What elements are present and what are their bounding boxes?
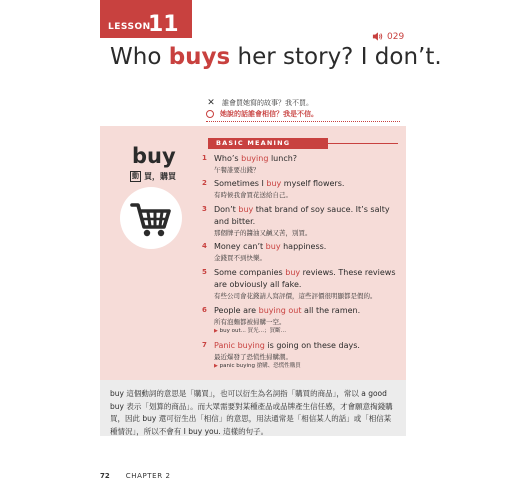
triangle-icon: ▶ xyxy=(214,328,218,334)
shopping-cart-icon xyxy=(120,187,182,249)
sentence-part: Sometimes I xyxy=(214,179,267,188)
sentence-keyword: buy xyxy=(265,242,281,251)
example-6 xyxy=(202,305,402,336)
example-translation: 金錢買不到快樂。 xyxy=(214,254,266,262)
basic-meaning-badge: BASIC MEANING xyxy=(208,138,328,149)
sentence-part: happiness. xyxy=(280,242,327,251)
sentence-part: myself flowers. xyxy=(281,179,345,188)
example-2 xyxy=(202,178,402,200)
sentence-part: Money can’t xyxy=(214,242,266,251)
headline-after: her story? I don’t. xyxy=(230,44,442,70)
sentence-keyword: buy xyxy=(238,205,254,214)
lesson-headline xyxy=(110,44,442,70)
headline-before: Who xyxy=(110,44,169,70)
example-sentence xyxy=(214,178,402,190)
example-sentence xyxy=(214,305,402,317)
example-7 xyxy=(202,340,402,371)
cross-icon: ✕ xyxy=(207,98,215,108)
vocab-panel xyxy=(100,126,406,380)
sentence-part: Some companies xyxy=(214,268,286,277)
pos-badge: 動 xyxy=(132,172,139,180)
example-4 xyxy=(202,241,402,263)
sentence-keyword: Panic buying xyxy=(214,341,265,350)
usage-note-text: buy out... 買光…；買斷… xyxy=(219,328,287,334)
entry-word: buy xyxy=(132,144,176,168)
example-3 xyxy=(202,204,402,238)
example-translation: 最近爆發了恐慌性掃購潮。 xyxy=(214,353,292,361)
entry-pos-line xyxy=(130,171,176,182)
track-number: 029 xyxy=(387,31,405,42)
example-translation: 所有泡麵都被掃購一空。 xyxy=(214,318,286,326)
example-sentence xyxy=(214,340,402,352)
correct-translation-text: 她說的話誰會相信？我是不信。 xyxy=(220,110,318,118)
example-translation: 有時候我會買花送給自己。 xyxy=(214,191,292,199)
usage-note-text: panic buying 搶購、恐慌性購買 xyxy=(219,363,301,369)
sentence-part: that brand of soy sauce. It’s salty and bitter. xyxy=(214,205,390,226)
example-sentence xyxy=(214,241,402,253)
example-sentence xyxy=(214,153,402,165)
cart-illustration xyxy=(120,187,182,249)
circle-icon xyxy=(206,110,214,118)
usage-note xyxy=(214,362,402,371)
wrong-translation-text: 誰會買她寫的故事？我不買。 xyxy=(222,99,313,107)
example-number: 2 xyxy=(202,179,207,187)
correct-translation xyxy=(206,109,318,119)
sentence-keyword: buying out xyxy=(258,306,302,315)
sentence-part: People are xyxy=(214,306,259,315)
sentence-part: Who’s xyxy=(214,154,242,163)
example-translation: 午餐誰要出錢？ xyxy=(214,166,260,174)
example-number: 3 xyxy=(202,205,207,213)
sentence-keyword: buy xyxy=(285,268,301,277)
page-number: 72 xyxy=(100,472,110,480)
sentence-part: lunch? xyxy=(268,154,298,163)
triangle-icon: ▶ xyxy=(214,363,218,369)
chapter-label: CHAPTER 2 xyxy=(125,472,171,480)
basic-meaning-rule xyxy=(328,143,398,144)
headline-highlight: buys xyxy=(168,44,231,70)
sentence-keyword: buying xyxy=(241,154,269,163)
explanation-panel: buy 這個動詞的意思是「購買」，也可以衍生為名詞指「購買的商品」，常以 a good buy 表示「划算的商品」。而大眾需要對某種產品或品牌產生信任感，才會願意掏錢購買，因此 buy 還可衍生出「相信」的意思，用法通常是「相信某人的話」或「相信某種情況」，所以不會有 I buy you. 這樣的句子。 xyxy=(100,380,406,436)
example-sentence xyxy=(214,267,402,291)
usage-note xyxy=(214,327,402,336)
entry-meaning: 買，購買 xyxy=(144,172,176,181)
example-number: 4 xyxy=(202,242,207,250)
example-number: 6 xyxy=(202,306,207,314)
sentence-part: is going on these days. xyxy=(264,341,360,350)
example-number: 5 xyxy=(202,268,207,276)
example-number: 1 xyxy=(202,154,207,162)
lesson-tab xyxy=(100,0,192,38)
example-translation: 那個牌子的醬油又鹹又苦，別買。 xyxy=(214,229,312,237)
lesson-number: 11 xyxy=(148,12,179,37)
lesson-label: LESSON xyxy=(108,22,151,32)
wrong-translation xyxy=(206,98,313,108)
speaker-icon xyxy=(372,31,383,42)
sentence-keyword: buy xyxy=(266,179,282,188)
sentence-part: all the ramen. xyxy=(301,306,361,315)
example-5 xyxy=(202,267,402,301)
sentence-part: Don’t xyxy=(214,205,239,214)
example-number: 7 xyxy=(202,341,207,349)
example-translation: 有些公司會花錢請人寫評價，這些評價很明顯都是假的。 xyxy=(214,292,377,300)
sentence-part: reviews. These reviews are obviously all fake. xyxy=(214,268,396,289)
example-1 xyxy=(202,153,402,175)
example-sentence xyxy=(214,204,402,228)
answer-underline xyxy=(206,121,400,122)
page-footer xyxy=(100,472,171,480)
audio-track[interactable] xyxy=(372,31,404,42)
